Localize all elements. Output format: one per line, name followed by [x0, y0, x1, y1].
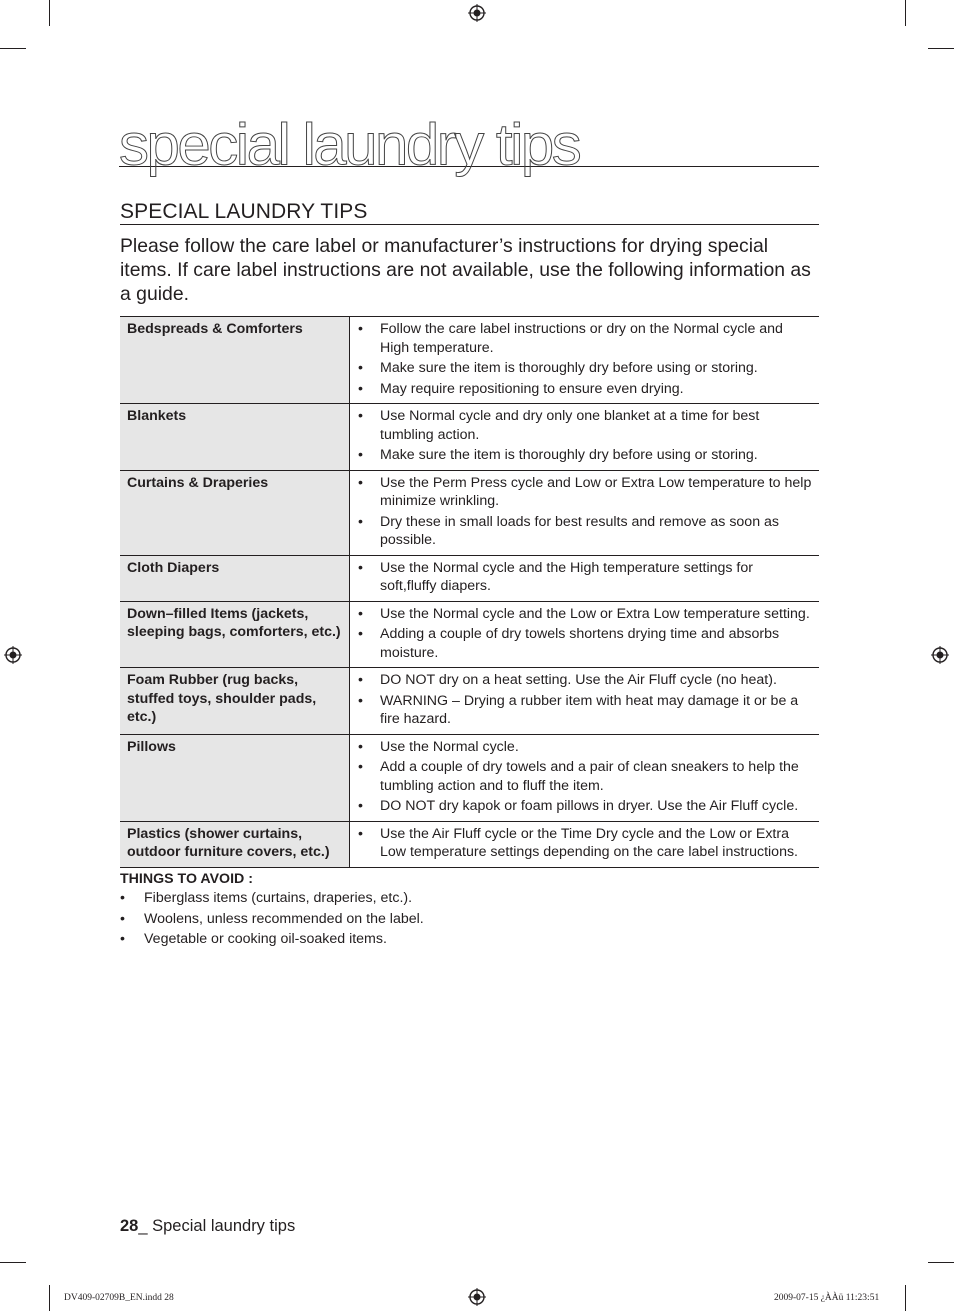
tip-item-name: Pillows [120, 734, 350, 821]
page-number: 28 [120, 1217, 139, 1235]
registration-mark-icon [468, 4, 486, 22]
tip-note: • Make sure the item is thoroughly dry before using or storing. [358, 359, 813, 378]
tip-notes [350, 470, 820, 555]
avoid-item: • Fiberglass items (curtains, draperies, etc.). [120, 889, 720, 908]
page-title-text: special laundry tips [119, 111, 580, 178]
tip-notes-list [358, 320, 813, 398]
crop-mark [49, 0, 50, 26]
tip-item-name: Foam Rubber (rug backs, stuffed toys, shoulder pads, etc.) [120, 668, 350, 735]
tip-notes-list [358, 671, 813, 729]
tip-note: • DO NOT dry on a heat setting. Use the Air Fluff cycle (no heat). [358, 671, 813, 690]
tip-note: • Use the Normal cycle and the Low or Extra Low temperature setting. [358, 605, 813, 624]
tip-note: • Use Normal cycle and dry only one blanket at a time for best tumbling action. [358, 407, 813, 444]
tips-row [120, 555, 819, 601]
crop-mark [928, 1262, 954, 1263]
tip-note: • Make sure the item is thoroughly dry before using or storing. [358, 446, 813, 465]
crop-mark [0, 1262, 26, 1263]
avoid-list [120, 889, 720, 951]
avoid-item: • Vegetable or cooking oil-soaked items. [120, 930, 720, 949]
tip-notes-list [358, 738, 813, 816]
page-title [119, 111, 819, 178]
tip-note: • WARNING – Drying a rubber item with heat may damage it or be a fire hazard. [358, 692, 813, 729]
tip-note: • Use the Perm Press cycle and Low or Extra Low temperature to help minimize wrinkling. [358, 474, 813, 511]
tip-notes [350, 734, 820, 821]
tips-row [120, 821, 819, 867]
tip-item-name: Curtains & Draperies [120, 470, 350, 555]
tip-note: • Use the Air Fluff cycle or the Time Dry cycle and the Low or Extra Low temperature settings depending on the care label instructions. [358, 825, 813, 862]
tip-notes-list [358, 474, 813, 550]
crop-mark [49, 1285, 50, 1311]
tip-item-name: Blankets [120, 404, 350, 471]
tip-note: • Use the Normal cycle and the High temperature settings for soft,fluffy diapers. [358, 559, 813, 596]
tip-note: • Dry these in small loads for best results and remove as soon as possible. [358, 513, 813, 550]
tip-item-name: Down–filled Items (jackets, sleeping bags, comforters, etc.) [120, 601, 350, 668]
tip-note: • DO NOT dry kapok or foam pillows in dryer. Use the Air Fluff cycle. [358, 797, 813, 816]
tip-note: • Follow the care label instructions or dry on the Normal cycle and High temperature. [358, 320, 813, 357]
tip-item-name: Bedspreads & Comforters [120, 317, 350, 404]
tips-row [120, 734, 819, 821]
tips-row [120, 601, 819, 668]
tip-item-name: Plastics (shower curtains, outdoor furniture covers, etc.) [120, 821, 350, 867]
tip-notes [350, 404, 820, 471]
avoid-item: • Woolens, unless recommended on the label. [120, 910, 720, 929]
tip-note: • Adding a couple of dry towels shortens drying time and absorbs moisture. [358, 625, 813, 662]
tip-note: • Add a couple of dry towels and a pair of clean sneakers to help the tumbling action and to fluff the item. [358, 758, 813, 795]
crop-mark [905, 1285, 906, 1311]
tip-notes-list [358, 605, 813, 663]
tips-row [120, 317, 819, 404]
tip-notes [350, 555, 820, 601]
tip-notes [350, 601, 820, 668]
tip-notes-list [358, 825, 813, 862]
registration-mark-icon [468, 1288, 486, 1306]
tip-item-name: Cloth Diapers [120, 555, 350, 601]
tips-table [120, 316, 819, 868]
tips-row [120, 404, 819, 471]
section-heading: SPECIAL LAUNDRY TIPS [120, 199, 819, 225]
crop-mark [928, 48, 954, 49]
page-footer [120, 1215, 295, 1237]
tips-row [120, 470, 819, 555]
crop-mark [0, 48, 26, 49]
registration-mark-icon [931, 646, 949, 664]
slug-timestamp: 2009-07-15 ¿ÀÀü 11:23:51 [774, 1293, 880, 1303]
avoid-heading: THINGS TO AVOID : [120, 871, 253, 887]
tip-notes [350, 317, 820, 404]
tip-notes-list [358, 407, 813, 465]
tips-row [120, 668, 819, 735]
tip-notes-list [358, 559, 813, 596]
intro-paragraph: Please follow the care label or manufacturer’s instructions for drying special items. If care label instructions are not available, use the following information as a guide. [120, 235, 811, 306]
registration-mark-icon [4, 646, 22, 664]
tip-note: • May require repositioning to ensure even drying. [358, 380, 813, 399]
footer-label: _ Special laundry tips [138, 1217, 296, 1235]
tip-note: • Use the Normal cycle. [358, 738, 813, 757]
slug-file: DV409-02709B_EN.indd 28 [64, 1293, 174, 1303]
tip-notes [350, 668, 820, 735]
crop-mark [905, 0, 906, 26]
tip-notes [350, 821, 820, 867]
